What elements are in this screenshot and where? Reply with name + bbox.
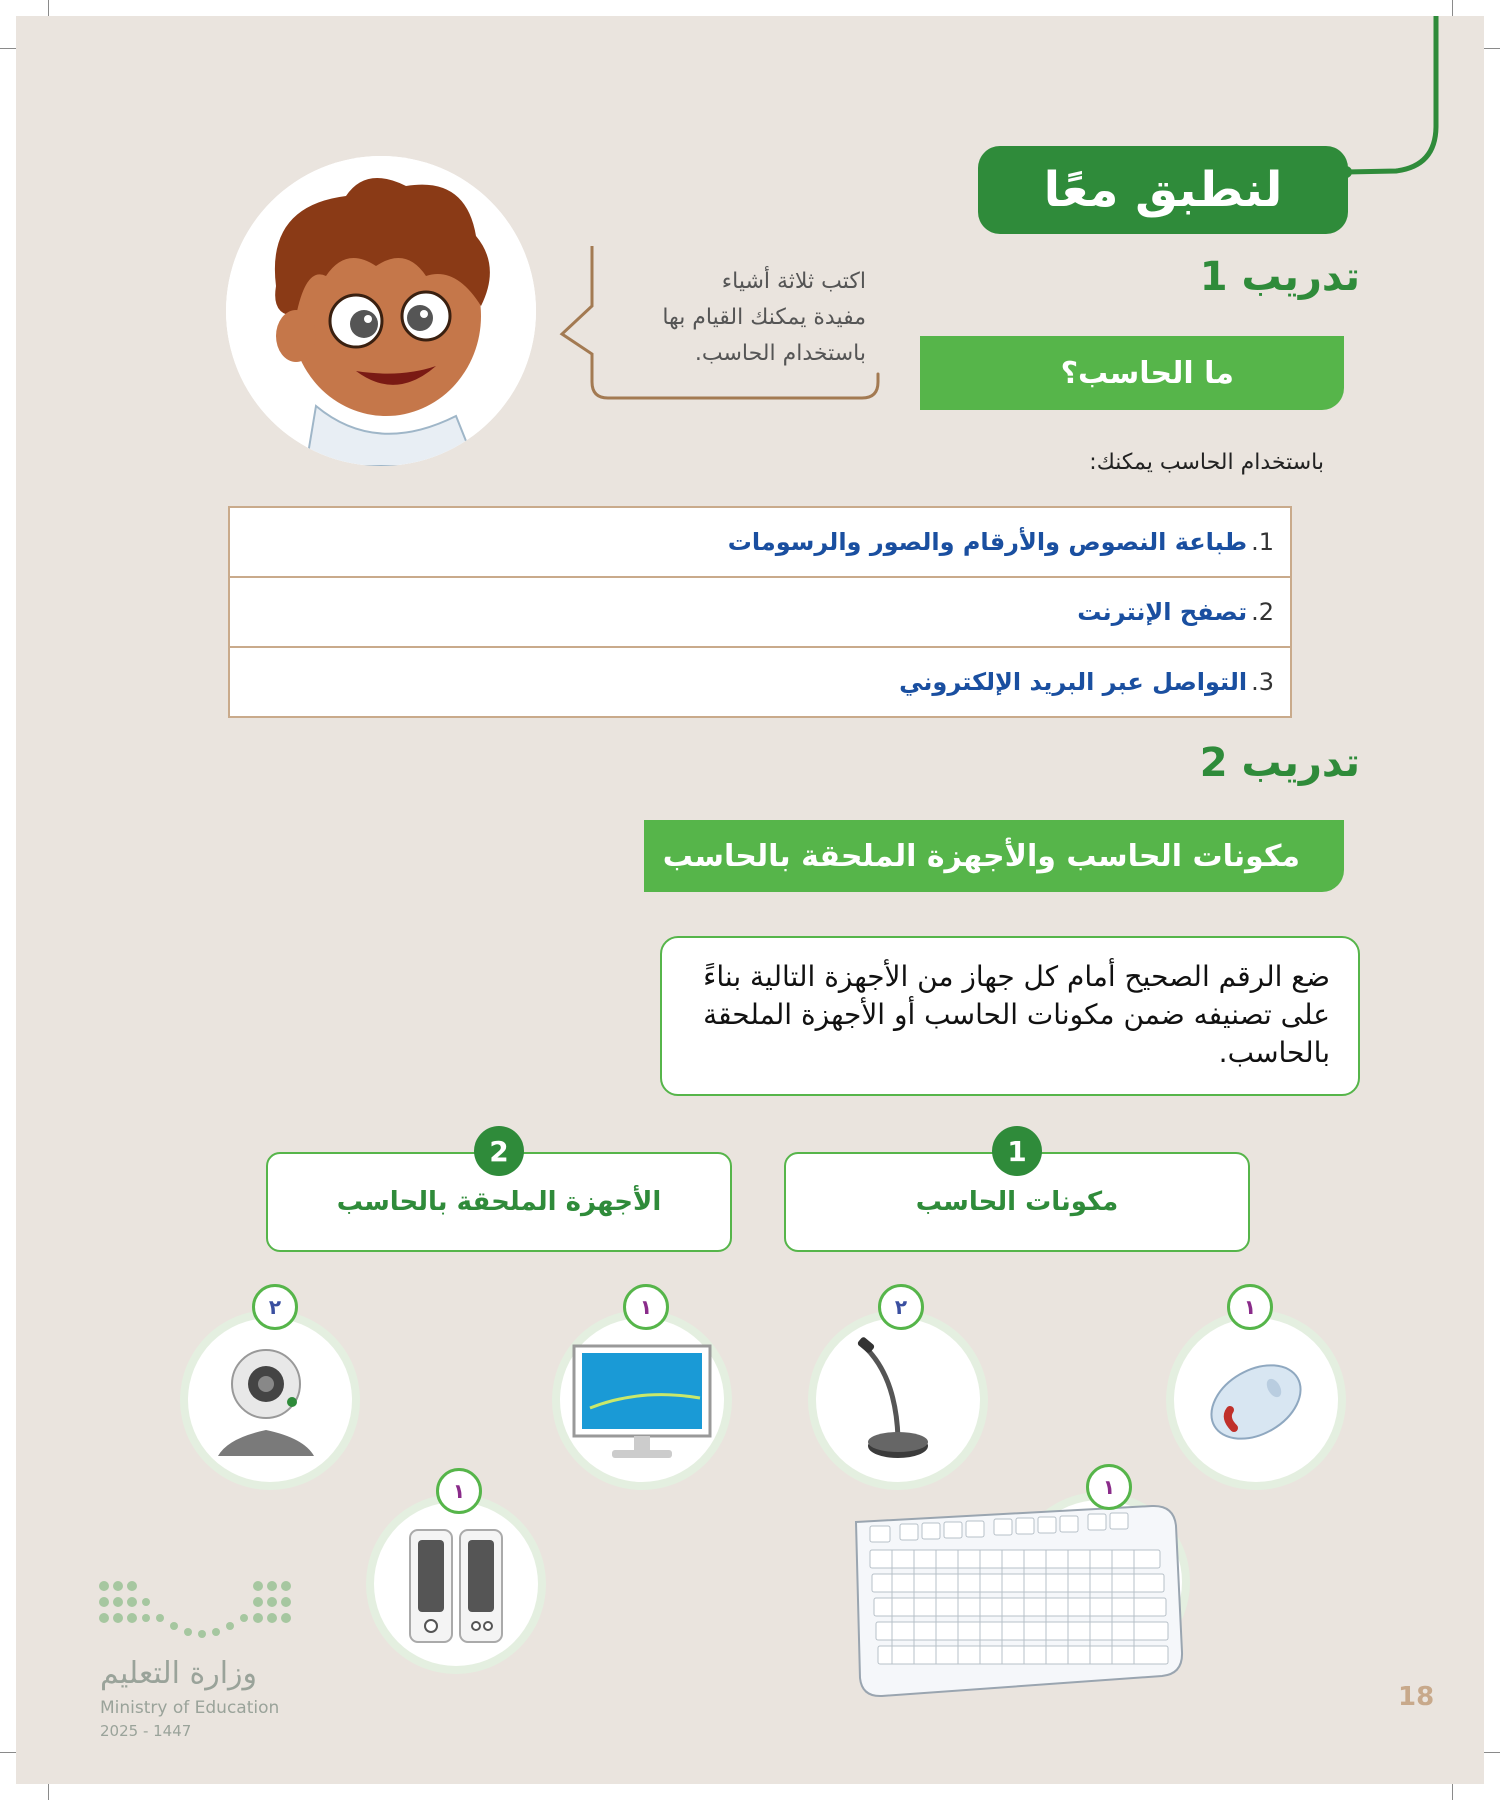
answer-text: تصفح الإنترنت: [1077, 598, 1248, 626]
instructions-box: ضع الرقم الصحيح أمام كل جهاز من الأجهزة التالية بناءً على تصنيفه ضمن مكونات الحاسب أو الأجهزة الملحقة بالحاسب.: [660, 936, 1360, 1096]
category-label: الأجهزة الملحقة بالحاسب: [336, 1187, 662, 1217]
device-speakers: [374, 1502, 538, 1666]
monitor-icon: [560, 1318, 724, 1482]
page-number: 18: [1398, 1682, 1435, 1712]
speech-line: باستخدام الحاسب.: [694, 341, 866, 366]
keyboard-icon: [852, 1502, 1188, 1702]
device-microphone: [816, 1318, 980, 1482]
speech-line: اكتب ثلاثة أشياء: [721, 269, 866, 294]
exercise-1-question: ما الحاسب؟: [920, 336, 1344, 410]
answer-badge[interactable]: ١: [1227, 1284, 1273, 1330]
answer-badge[interactable]: ١: [623, 1284, 669, 1330]
mouse-icon: [1174, 1318, 1338, 1482]
category-number: 2: [474, 1126, 524, 1176]
answer-badge[interactable]: ١: [436, 1468, 482, 1514]
exercise-1-intro: باستخدام الحاسب يمكنك:: [1089, 450, 1324, 475]
answer-text: التواصل عبر البريد الإلكتروني: [899, 668, 1248, 696]
answer-badge[interactable]: ٢: [252, 1284, 298, 1330]
textbook-page: [16, 16, 1484, 1784]
speech-text: [596, 264, 866, 404]
answer-table: [228, 506, 1292, 718]
device-monitor: [560, 1318, 724, 1482]
answer-row[interactable]: [230, 578, 1290, 648]
ministry-name-english: Ministry of Education: [100, 1698, 280, 1718]
answer-row[interactable]: [230, 508, 1290, 578]
boy-avatar: [226, 156, 536, 466]
category-number: 1: [992, 1126, 1042, 1176]
exercise-1-title: تدريب 1: [1199, 254, 1360, 300]
edition-year: 2025 - 1447: [100, 1722, 192, 1740]
ministry-name-arabic: وزارة التعليم: [100, 1656, 258, 1691]
answer-badge[interactable]: ٢: [878, 1284, 924, 1330]
speakers-icon: [374, 1502, 538, 1666]
microphone-icon: [816, 1318, 980, 1482]
answer-text: طباعة النصوص والأرقام والصور والرسومات: [727, 528, 1248, 556]
answer-number: 2.: [1251, 598, 1274, 626]
answer-badge[interactable]: ١: [1086, 1464, 1132, 1510]
webcam-icon: [188, 1318, 352, 1482]
answer-number: 3.: [1251, 668, 1274, 696]
answer-number: 1.: [1251, 528, 1274, 556]
device-webcam: [188, 1318, 352, 1482]
answer-row[interactable]: [230, 648, 1290, 716]
section-tag: لنطبق معًا: [978, 146, 1348, 234]
exercise-2-heading: مكونات الحاسب والأجهزة الملحقة بالحاسب: [644, 820, 1344, 892]
category-label: مكونات الحاسب: [915, 1187, 1119, 1217]
speech-line: مفيدة يمكنك القيام بها: [662, 305, 866, 330]
device-mouse: [1174, 1318, 1338, 1482]
ministry-logo-icon: [96, 1576, 296, 1646]
exercise-2-title: تدريب 2: [1199, 740, 1360, 786]
